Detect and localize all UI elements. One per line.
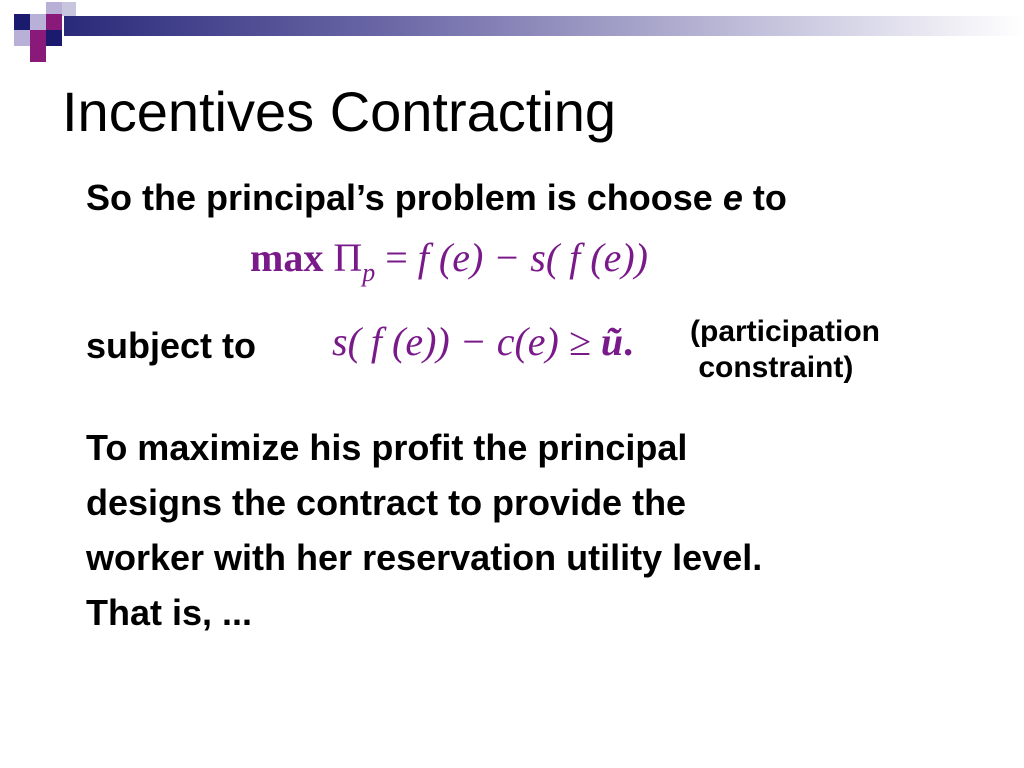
intro-italic-variable: e xyxy=(722,177,743,218)
explanation-paragraph xyxy=(86,420,986,640)
objective-equation xyxy=(250,235,648,287)
profit-subscript: p xyxy=(362,258,376,287)
decor-square xyxy=(46,30,62,46)
paragraph-line: That is, ... xyxy=(86,592,253,633)
decor-square xyxy=(62,2,76,16)
intro-text-after: to xyxy=(742,177,787,218)
reservation-utility: ũ xyxy=(600,319,624,364)
slide-title: Incentives Contracting xyxy=(62,80,617,143)
paragraph-line: worker with her reservation utility level. xyxy=(86,537,763,578)
decor-square xyxy=(30,14,46,30)
decor-square xyxy=(30,46,46,62)
decor-square xyxy=(14,14,30,30)
objective-rhs: f (e) − s( f (e)) xyxy=(417,235,648,280)
decor-square xyxy=(30,30,46,46)
equals-sign: = xyxy=(375,235,418,280)
decor-square xyxy=(14,30,30,46)
participation-constraint-note xyxy=(690,314,880,386)
constraint-equation xyxy=(332,319,634,364)
constraint-lhs: s( f (e)) − c(e) ≥ xyxy=(332,319,601,364)
note-line: constraint) xyxy=(690,351,854,384)
max-operator: max xyxy=(250,235,324,280)
intro-text-before: So the principal’s problem is choose xyxy=(86,177,723,218)
paragraph-line: designs the contract to provide the xyxy=(86,482,687,523)
note-line: (participation xyxy=(690,315,881,348)
header-gradient-bar xyxy=(64,16,1024,36)
constraint-period: . xyxy=(623,319,634,364)
intro-text xyxy=(86,177,787,218)
paragraph-line: To maximize his profit the principal xyxy=(86,427,688,468)
decor-square xyxy=(46,2,62,14)
profit-symbol: Π xyxy=(333,235,363,280)
decor-square xyxy=(46,14,62,30)
constraint-label: subject to xyxy=(86,325,257,366)
